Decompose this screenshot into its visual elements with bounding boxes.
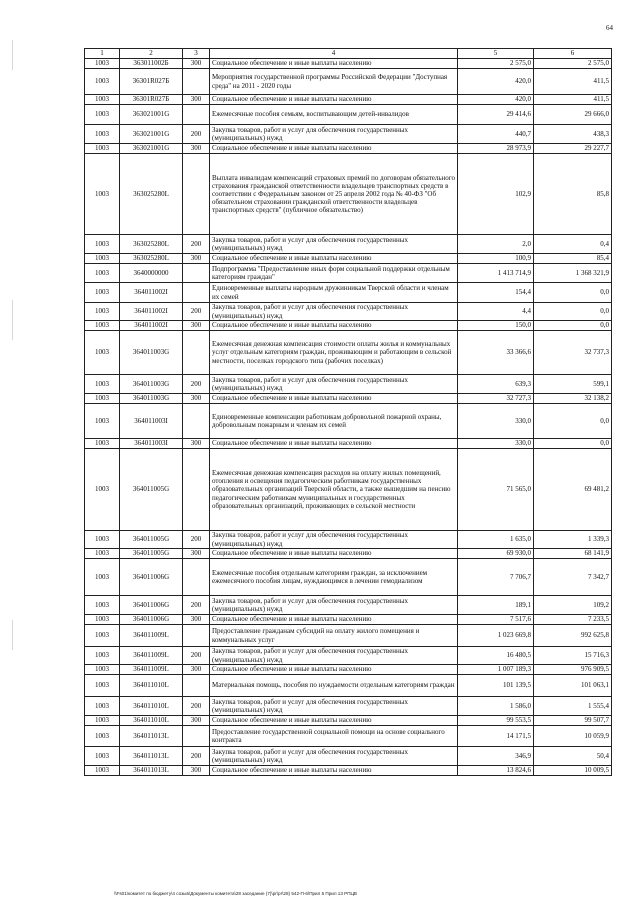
table-cell: 1003 bbox=[85, 95, 120, 105]
table-cell: 992 625,8 bbox=[534, 625, 612, 647]
table-cell: 300 bbox=[183, 144, 210, 154]
table-cell bbox=[183, 283, 210, 303]
table-cell: 0,0 bbox=[534, 404, 612, 439]
table-cell: 1003 bbox=[85, 625, 120, 647]
table-row bbox=[85, 647, 612, 665]
table-cell: 29 414,6 bbox=[458, 105, 534, 125]
table-cell bbox=[183, 69, 210, 95]
table-cell: 1 413 714,9 bbox=[458, 264, 534, 283]
table-cell: 69 930,0 bbox=[458, 549, 534, 559]
table-cell: 363011002Б bbox=[120, 59, 183, 69]
table-cell: 36301R027Б bbox=[120, 95, 183, 105]
table-cell: 1003 bbox=[85, 766, 120, 776]
table-cell: 71 565,0 bbox=[458, 449, 534, 531]
page-number: 64 bbox=[606, 24, 613, 32]
table-row bbox=[85, 331, 612, 375]
table-cell bbox=[183, 675, 210, 697]
table-cell: 1003 bbox=[85, 559, 120, 596]
table-cell: 200 bbox=[183, 235, 210, 254]
scan-margin-mark bbox=[12, 40, 13, 70]
table-cell: 1003 bbox=[85, 665, 120, 675]
table-cell: 200 bbox=[183, 697, 210, 716]
table-cell: 639,3 bbox=[458, 375, 534, 394]
table-cell: 364011010L bbox=[120, 716, 183, 726]
table-row bbox=[85, 439, 612, 449]
table-cell: 200 bbox=[183, 747, 210, 766]
table-cell: 364011009L bbox=[120, 647, 183, 665]
table-cell: 99 553,5 bbox=[458, 716, 534, 726]
table-cell: 330,0 bbox=[458, 439, 534, 449]
table-cell: Социальное обеспечение и иные выплаты населению bbox=[210, 549, 458, 559]
table-row bbox=[85, 283, 612, 303]
table-row bbox=[85, 747, 612, 766]
table-cell: 364011005G bbox=[120, 449, 183, 531]
table-cell: 3640000000 bbox=[120, 264, 183, 283]
table-cell: 7 706,7 bbox=[458, 559, 534, 596]
scan-margin-mark bbox=[12, 620, 13, 650]
table-cell: Материальная помощь, пособия по нуждаемости отдельным категориям граждан bbox=[210, 675, 458, 697]
table-cell: 0,0 bbox=[534, 321, 612, 331]
budget-table bbox=[84, 48, 612, 776]
table-cell: 101 063,1 bbox=[534, 675, 612, 697]
table-cell: 1003 bbox=[85, 154, 120, 235]
table-row bbox=[85, 559, 612, 596]
table-cell bbox=[183, 449, 210, 531]
header-cell: 6 bbox=[534, 49, 612, 59]
table-cell: Социальное обеспечение и иные выплаты населению bbox=[210, 254, 458, 264]
table-cell: 300 bbox=[183, 549, 210, 559]
table-cell: Закупка товаров, работ и услуг для обеспечения государственных (муниципальных) нужд bbox=[210, 747, 458, 766]
header-cell: 5 bbox=[458, 49, 534, 59]
table-row bbox=[85, 95, 612, 105]
table-cell: Социальное обеспечение и иные выплаты населению bbox=[210, 394, 458, 404]
table-cell: 1 339,3 bbox=[534, 531, 612, 549]
table-cell: 1003 bbox=[85, 716, 120, 726]
table-cell: 300 bbox=[183, 665, 210, 675]
table-cell: 200 bbox=[183, 375, 210, 394]
table-cell: 364011013L bbox=[120, 747, 183, 766]
table-cell: 440,7 bbox=[458, 125, 534, 144]
table-cell: 1003 bbox=[85, 264, 120, 283]
table-cell: 364011002I bbox=[120, 303, 183, 321]
table-cell: 364011005G bbox=[120, 531, 183, 549]
table-cell: 1003 bbox=[85, 69, 120, 95]
table-cell: 33 366,6 bbox=[458, 331, 534, 375]
table-row bbox=[85, 625, 612, 647]
table-cell: 0,4 bbox=[534, 235, 612, 254]
table-cell: 1003 bbox=[85, 283, 120, 303]
table-cell: 101 139,5 bbox=[458, 675, 534, 697]
table-cell: 10 059,9 bbox=[534, 726, 612, 747]
table-cell: 1003 bbox=[85, 615, 120, 625]
table-cell: 364011010L bbox=[120, 697, 183, 716]
table-row bbox=[85, 125, 612, 144]
table-cell: 102,9 bbox=[458, 154, 534, 235]
table-cell: Социальное обеспечение и иные выплаты населению bbox=[210, 59, 458, 69]
table-row bbox=[85, 549, 612, 559]
table-cell: 363025280L bbox=[120, 254, 183, 264]
table-cell: 420,0 bbox=[458, 95, 534, 105]
table-cell: Закупка товаров, работ и услуг для обеспечения государственных (муниципальных) нужд bbox=[210, 303, 458, 321]
table-cell: 200 bbox=[183, 531, 210, 549]
table-cell: 2 575,0 bbox=[534, 59, 612, 69]
table-cell: Закупка товаров, работ и услуг для обеспечения государственных (муниципальных) нужд bbox=[210, 531, 458, 549]
table-cell: 0,0 bbox=[534, 439, 612, 449]
table-cell: 1003 bbox=[85, 235, 120, 254]
table-cell: 300 bbox=[183, 254, 210, 264]
table-cell: 1003 bbox=[85, 596, 120, 615]
table-row bbox=[85, 254, 612, 264]
table-cell: Закупка товаров, работ и услуг для обеспечения государственных (муниципальных) нужд bbox=[210, 697, 458, 716]
table-cell: 36301R027Б bbox=[120, 69, 183, 95]
table-cell: 1 586,0 bbox=[458, 697, 534, 716]
table-cell: 300 bbox=[183, 394, 210, 404]
table-cell: 364011003G bbox=[120, 331, 183, 375]
table-cell: 364011003G bbox=[120, 375, 183, 394]
table-cell: 330,0 bbox=[458, 404, 534, 439]
table-cell: 99 507,7 bbox=[534, 716, 612, 726]
table-cell: Закупка товаров, работ и услуг для обеспечения государственных (муниципальных) нужд bbox=[210, 235, 458, 254]
table-cell: 109,2 bbox=[534, 596, 612, 615]
table-cell: Социальное обеспечение и иные выплаты населению bbox=[210, 615, 458, 625]
table-cell bbox=[183, 625, 210, 647]
table-cell: 363021001G bbox=[120, 125, 183, 144]
table-cell: 1003 bbox=[85, 144, 120, 154]
table-row bbox=[85, 303, 612, 321]
table-cell: Социальное обеспечение и иные выплаты населению bbox=[210, 716, 458, 726]
table-cell: 28 973,9 bbox=[458, 144, 534, 154]
table-cell: 1003 bbox=[85, 404, 120, 439]
table-cell: 29 666,0 bbox=[534, 105, 612, 125]
table-cell: 1003 bbox=[85, 549, 120, 559]
table-cell: 29 227,7 bbox=[534, 144, 612, 154]
table-cell: 1003 bbox=[85, 321, 120, 331]
table-cell: 1003 bbox=[85, 303, 120, 321]
table-cell: Выплата инвалидам компенсаций страховых премий по договорам обязательного страхования гражданской ответственности владельцев транспортных средств в соответствии с Федеральным законом от 25 апреля 2002 года № 40-ФЗ "Об обязательном страховании гражданской ответственности владельцев транспортных средств" (публичное обязательство) bbox=[210, 154, 458, 235]
table-cell: 976 909,5 bbox=[534, 665, 612, 675]
table-row bbox=[85, 449, 612, 531]
table-cell: 15 716,3 bbox=[534, 647, 612, 665]
table-cell: 1 555,4 bbox=[534, 697, 612, 716]
table-cell: Единовременные выплаты народным дружинникам Тверской области и членам их семей bbox=[210, 283, 458, 303]
table-cell: Единовременные компенсации работникам добровольной пожарной охраны, добровольным пожарным и членам их семей bbox=[210, 404, 458, 439]
table-row bbox=[85, 59, 612, 69]
table-cell: 1 007 189,3 bbox=[458, 665, 534, 675]
table-cell: 363025280L bbox=[120, 154, 183, 235]
table-row bbox=[85, 697, 612, 716]
table-cell: 7 517,6 bbox=[458, 615, 534, 625]
table-row bbox=[85, 264, 612, 283]
table-cell bbox=[183, 404, 210, 439]
table-cell: 0,0 bbox=[534, 303, 612, 321]
table-cell: 50,4 bbox=[534, 747, 612, 766]
table-row bbox=[85, 235, 612, 254]
table-cell: 1003 bbox=[85, 375, 120, 394]
table-row bbox=[85, 144, 612, 154]
table-cell: 364011002I bbox=[120, 321, 183, 331]
table-cell: 364011009L bbox=[120, 665, 183, 675]
table-cell: 1003 bbox=[85, 125, 120, 144]
table-row bbox=[85, 375, 612, 394]
table-cell bbox=[183, 726, 210, 747]
scan-margin-mark bbox=[12, 300, 13, 340]
table-cell: 14 171,5 bbox=[458, 726, 534, 747]
table-cell: 7 342,7 bbox=[534, 559, 612, 596]
file-path-footer: \\Fs01\комитет по бюджету\4 созыв\Документы комитета\28 заседание (7)\pr\pr\28) 542-П-6\Прил 5 Прил 13 РПЦВ bbox=[114, 891, 357, 896]
table-row bbox=[85, 321, 612, 331]
table-cell: 364011003I bbox=[120, 404, 183, 439]
table-cell: 364011003I bbox=[120, 439, 183, 449]
table-cell: 0,0 bbox=[534, 283, 612, 303]
table-cell: 363021001G bbox=[120, 105, 183, 125]
table-cell: 32 727,3 bbox=[458, 394, 534, 404]
table-row bbox=[85, 675, 612, 697]
table-cell: 1 368 321,9 bbox=[534, 264, 612, 283]
table-cell: Социальное обеспечение и иные выплаты населению bbox=[210, 95, 458, 105]
table-row bbox=[85, 105, 612, 125]
table-cell: 150,0 bbox=[458, 321, 534, 331]
header-cell: 2 bbox=[120, 49, 183, 59]
table-cell: 1003 bbox=[85, 105, 120, 125]
table-cell: Закупка товаров, работ и услуг для обеспечения государственных (муниципальных) нужд bbox=[210, 596, 458, 615]
table-cell: 1003 bbox=[85, 647, 120, 665]
table-body bbox=[85, 59, 612, 776]
table-cell: 154,4 bbox=[458, 283, 534, 303]
table-cell bbox=[183, 264, 210, 283]
table-cell bbox=[183, 331, 210, 375]
header-cell: 3 bbox=[183, 49, 210, 59]
table-cell: 1003 bbox=[85, 439, 120, 449]
table-cell: 200 bbox=[183, 647, 210, 665]
table-cell: 346,9 bbox=[458, 747, 534, 766]
table-cell: 411,5 bbox=[534, 95, 612, 105]
table-cell: 364011006G bbox=[120, 559, 183, 596]
table-cell: Социальное обеспечение и иные выплаты населению bbox=[210, 439, 458, 449]
table-cell: 2 575,0 bbox=[458, 59, 534, 69]
table-row bbox=[85, 665, 612, 675]
table-cell: Ежемесячная денежная компенсация стоимости оплаты жилья и коммунальных услуг отдельным категориям граждан, проживающим и работающим в сельской местности, поселках городского типа (рабочих поселках) bbox=[210, 331, 458, 375]
table-cell: 85,8 bbox=[534, 154, 612, 235]
table-cell: 364011013L bbox=[120, 726, 183, 747]
table-cell: 300 bbox=[183, 321, 210, 331]
table-cell: 300 bbox=[183, 615, 210, 625]
table-cell: Мероприятия государственной программы Российской Федерации "Доступная среда" на 2011 - 2020 годы bbox=[210, 69, 458, 95]
table-cell: 599,1 bbox=[534, 375, 612, 394]
table-cell: 420,0 bbox=[458, 69, 534, 95]
table-cell: 1 635,0 bbox=[458, 531, 534, 549]
table-cell: 1003 bbox=[85, 726, 120, 747]
table-cell: Социальное обеспечение и иные выплаты населению bbox=[210, 144, 458, 154]
table-row bbox=[85, 726, 612, 747]
table-row bbox=[85, 69, 612, 95]
table-cell: 7 233,5 bbox=[534, 615, 612, 625]
table-cell bbox=[183, 154, 210, 235]
table-cell: 2,0 bbox=[458, 235, 534, 254]
table-cell: 1003 bbox=[85, 331, 120, 375]
table-cell bbox=[183, 559, 210, 596]
table-cell: 364011006G bbox=[120, 615, 183, 625]
table-row bbox=[85, 154, 612, 235]
table-cell: 438,3 bbox=[534, 125, 612, 144]
table-cell: Социальное обеспечение и иные выплаты населению bbox=[210, 665, 458, 675]
table-cell: 1003 bbox=[85, 697, 120, 716]
table-row bbox=[85, 766, 612, 776]
header-cell: 4 bbox=[210, 49, 458, 59]
table-cell: 200 bbox=[183, 125, 210, 144]
table-row bbox=[85, 531, 612, 549]
table-row bbox=[85, 404, 612, 439]
header-cell: 1 bbox=[85, 49, 120, 59]
table-cell: 1003 bbox=[85, 675, 120, 697]
table-cell bbox=[183, 105, 210, 125]
table-cell: Закупка товаров, работ и услуг для обеспечения государственных (муниципальных) нужд bbox=[210, 375, 458, 394]
table-header-row bbox=[85, 49, 612, 59]
table-cell: 364011013L bbox=[120, 766, 183, 776]
table-cell: Предоставление государственной социальной помощи на основе социального контракта bbox=[210, 726, 458, 747]
table-cell: Социальное обеспечение и иные выплаты населению bbox=[210, 321, 458, 331]
table-cell: 1003 bbox=[85, 394, 120, 404]
table-row bbox=[85, 596, 612, 615]
table-cell: 1003 bbox=[85, 254, 120, 264]
table-cell: 364011009L bbox=[120, 625, 183, 647]
table-cell: 1003 bbox=[85, 59, 120, 69]
table-cell: 1003 bbox=[85, 531, 120, 549]
table-cell: Социальное обеспечение и иные выплаты населению bbox=[210, 766, 458, 776]
table-cell: 1003 bbox=[85, 449, 120, 531]
table-cell: Ежемесячные пособия семьям, воспитывающим детей-инвалидов bbox=[210, 105, 458, 125]
table-cell: 364011005G bbox=[120, 549, 183, 559]
table-row bbox=[85, 716, 612, 726]
table-cell: 200 bbox=[183, 596, 210, 615]
table-cell: 85,4 bbox=[534, 254, 612, 264]
table-cell: 300 bbox=[183, 59, 210, 69]
table-cell: 4,4 bbox=[458, 303, 534, 321]
table-cell: Предоставление гражданам субсидий на оплату жилого помещения и коммунальных услуг bbox=[210, 625, 458, 647]
table-cell: 300 bbox=[183, 439, 210, 449]
table-cell: 364011002I bbox=[120, 283, 183, 303]
table-cell: 69 481,2 bbox=[534, 449, 612, 531]
table-cell: Подпрограмма "Предоставление иных форм социальной поддержки отдельным категориям граждан" bbox=[210, 264, 458, 283]
table-cell: 364011010L bbox=[120, 675, 183, 697]
table-cell: Ежемесячная денежная компенсация расходов на оплату жилых помещений, отопления и освещения педагогическим работникам государственных образовательных организаций Тверской области, а также вышедшим на пенсию педагогическим работникам муниципальных и государственных образовательных организаций, проживающих в сельской местности bbox=[210, 449, 458, 531]
table-cell: 100,9 bbox=[458, 254, 534, 264]
table-cell: 300 bbox=[183, 716, 210, 726]
table-cell: Закупка товаров, работ и услуг для обеспечения государственных (муниципальных) нужд bbox=[210, 125, 458, 144]
table-cell: 1 023 669,8 bbox=[458, 625, 534, 647]
table-cell: 32 737,3 bbox=[534, 331, 612, 375]
table-cell: 16 480,5 bbox=[458, 647, 534, 665]
table-cell: 10 009,5 bbox=[534, 766, 612, 776]
table-cell: 300 bbox=[183, 766, 210, 776]
table-cell: 32 138,2 bbox=[534, 394, 612, 404]
table-cell: 13 824,6 bbox=[458, 766, 534, 776]
table-cell: Закупка товаров, работ и услуг для обеспечения государственных (муниципальных) нужд bbox=[210, 647, 458, 665]
table-cell: 363025280L bbox=[120, 235, 183, 254]
table-cell: 68 141,9 bbox=[534, 549, 612, 559]
table-cell: 411,5 bbox=[534, 69, 612, 95]
table-cell: 300 bbox=[183, 95, 210, 105]
table-cell: 364011003G bbox=[120, 394, 183, 404]
table-row bbox=[85, 615, 612, 625]
table-cell: 200 bbox=[183, 303, 210, 321]
table-cell: 364011006G bbox=[120, 596, 183, 615]
table-cell: 189,1 bbox=[458, 596, 534, 615]
table-cell: Ежемесячные пособия отдельным категориям граждан, за исключением ежемесячного пособия лицам, нуждающимся в лечении гемодиализом bbox=[210, 559, 458, 596]
table-cell: 363021001G bbox=[120, 144, 183, 154]
table-row bbox=[85, 394, 612, 404]
table-cell: 1003 bbox=[85, 747, 120, 766]
